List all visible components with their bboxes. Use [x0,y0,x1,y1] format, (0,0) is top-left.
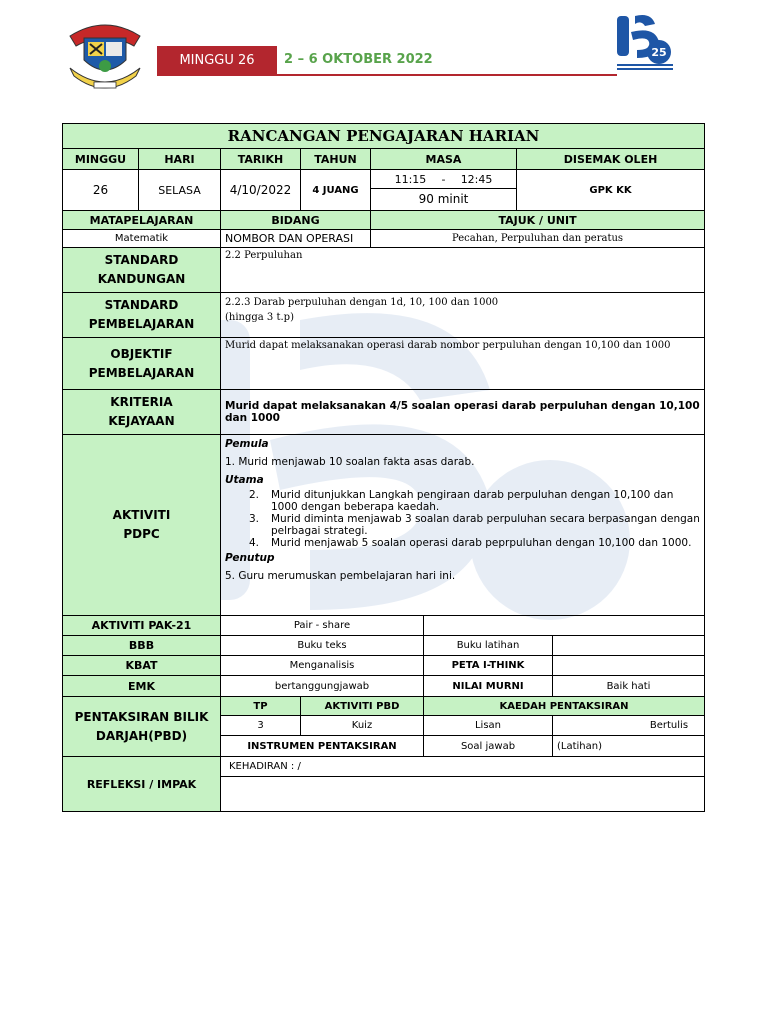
refleksi-label: REFLEKSI / IMPAK [63,757,221,812]
nilai-murni-label: NILAI MURNI [424,676,553,697]
standard-pembelajaran-label [63,293,221,338]
time-start: 11:15 [394,172,427,186]
objektif-value: Murid dapat melaksanakan operasi darab nombor perpuluhan dengan 10,100 dan 1000 [221,338,705,390]
time-end: 12:45 [460,172,493,186]
pbd-tp-value: 3 [221,716,301,736]
pbd-label-2: DARJAH(PBD) [95,728,188,743]
header-tahun: TAHUN [301,149,371,170]
instrumen-value-1: Soal jawab [424,736,553,757]
date-range: 2 – 6 OKTOBER 2022 [284,52,433,67]
header-tajuk: TAJUK / UNIT [371,211,705,230]
step-3-text: Murid diminta menjawab 3 soalan darab perpuluhan secara berpasangan dengan pelrbagai strategi. [271,513,700,537]
ministry-logo [615,12,675,72]
week-label: MINGGU 26 [157,46,277,74]
step-2-text: Murid ditunjukkan Langkah pengiraan darab perpuluhan dengan 10,100 dan 1000 dengan beberapa kaedah. [271,489,674,513]
header-bidang: BIDANG [221,211,371,230]
duration: 90 minit [418,192,469,206]
pbd-header-aktiviti: AKTIVITI PBD [301,697,424,716]
tahun-value: 4 JUANG [301,170,371,211]
lesson-plan-table [62,123,705,812]
utama-heading: Utama [225,474,264,486]
akt-label-1: AKTIVITI [112,508,171,522]
peta-ithink-label: PETA I-THINK [424,656,553,676]
pak21-empty [424,616,705,636]
obj-label-2: PEMBELAJARAN [88,365,195,380]
header-disemak: DISEMAK OLEH [517,149,705,170]
standard-kandungan-label [63,248,221,293]
document-title: RANCANGAN PENGAJARAN HARIAN [63,124,705,149]
penutup-heading: Penutup [225,552,275,564]
step-5: 5. Guru merumuskan pembelajaran hari ini. [225,570,456,582]
sp-label-2: PEMBELAJARAN [88,317,195,331]
pak21-value: Pair - share [221,616,424,636]
bidang-value: NOMBOR DAN OPERASI [221,230,371,248]
masa-cell [371,170,517,211]
refleksi-notes [221,777,705,812]
kbat-label: KBAT [63,656,221,676]
step-3-number: 3. [249,513,260,525]
sk-label-2: KANDUNGAN [97,272,186,286]
step-1: 1. Murid menjawab 10 soalan fakta asas darab. [225,456,475,468]
pak21-label: AKTIVITI PAK-21 [63,616,221,636]
step-4 [225,537,700,549]
disemak-value: GPK KK [517,170,705,211]
emk-value: bertanggungjawab [221,676,424,697]
school-crest-logo [64,16,146,90]
aktiviti-label [63,435,221,616]
pbd-header-kaedah: KAEDAH PENTAKSIRAN [424,697,705,716]
hari-value: SELASA [139,170,221,211]
tarikh-value: 4/10/2022 [221,170,301,211]
tajuk-value: Pecahan, Perpuluhan dan peratus [371,230,705,248]
pbd-kaedah-1: Lisan [424,716,553,736]
bbb-value-1: Buku teks [221,636,424,656]
pbd-label-1: PENTAKSIRAN BILIK [74,709,209,724]
standard-pembelajaran-value [221,293,705,338]
objektif-label [63,338,221,390]
header-matapelajaran: MATAPELAJARAN [63,211,221,230]
emk-label: EMK [63,676,221,697]
header-masa: MASA [371,149,517,170]
time-range [371,170,516,189]
obj-label-1: OBJEKTIF [110,346,173,361]
kbat-value: Menganalisis [221,656,424,676]
logo-number: 25 [651,46,667,59]
step-3 [225,513,700,537]
header-tarikh: TARIKH [221,149,301,170]
kriteria-value: Murid dapat melaksanakan 4/5 soalan operasi darab perpuluhan dengan 10,100 dan 1000 [221,390,705,435]
akt-label-2: PDPC [123,527,160,541]
standard-kandungan-value: 2.2 Perpuluhan [221,248,705,293]
header-minggu: MINGGU [63,149,139,170]
step-2 [225,489,700,513]
header-divider [157,74,617,76]
sp-value-2: (hingga 3 t.p) [225,312,294,323]
time-dash: - [441,172,446,186]
sp-value-1: 2.2.3 Darab perpuluhan dengan 1d, 10, 100 dan 1000 [225,297,499,308]
sp-label-1: STANDARD [104,298,179,312]
minggu-value: 26 [63,170,139,211]
pbd-label [63,697,221,757]
pbd-kaedah-2: Bertulis [553,716,705,736]
bbb-value-2: Buku latihan [424,636,553,656]
instrumen-label: INSTRUMEN PENTAKSIRAN [221,736,424,757]
pbd-aktiviti-value: Kuiz [301,716,424,736]
kriteria-label [63,390,221,435]
matapelajaran-value: Matematik [63,230,221,248]
pbd-header-tp: TP [221,697,301,716]
peta-ithink-value [553,656,705,676]
step-4-text: Murid menjawab 5 soalan operasi darab peprpuluhan dengan 10,100 dan 1000. [271,537,692,549]
nilai-murni-value: Baik hati [553,676,705,697]
instrumen-value-2: (Latihan) [553,736,705,757]
aktiviti-content [221,435,705,616]
kri-label-2: KEJAYAAN [108,414,175,428]
bbb-label: BBB [63,636,221,656]
step-4-number: 4. [249,537,260,549]
sk-label-1: STANDARD [104,253,179,267]
kehadiran-field: KEHADIRAN : / [221,757,705,777]
pemula-heading: Pemula [225,438,269,450]
bbb-empty [553,636,705,656]
step-2-number: 2. [249,489,260,501]
kri-label-1: KRITERIA [110,395,173,409]
header-hari: HARI [139,149,221,170]
